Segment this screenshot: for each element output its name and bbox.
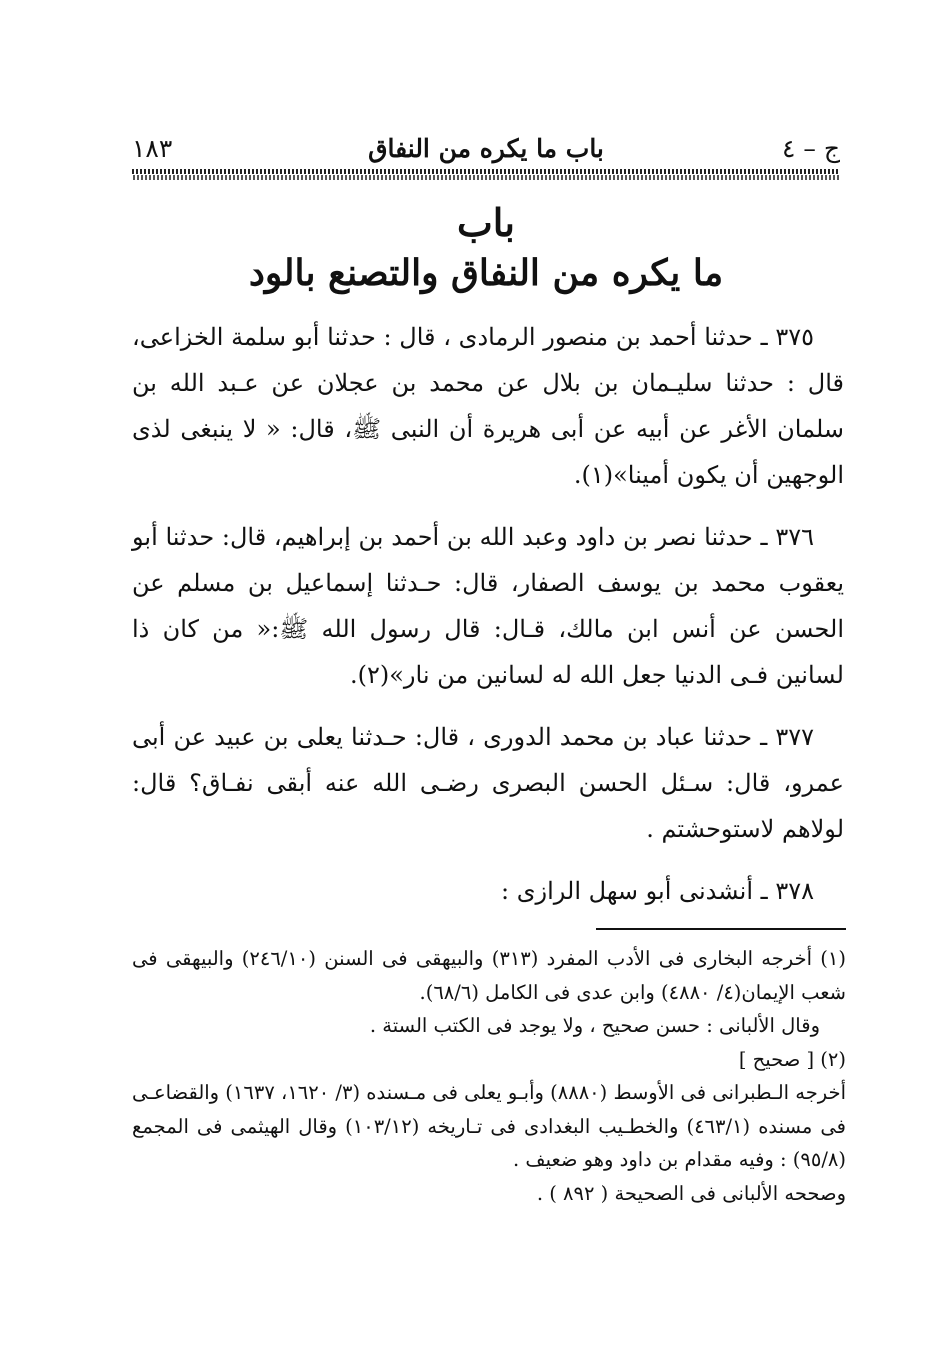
hadith-376: ٣٧٦ ـ حدثنا نصر بن داود وعبد الله بن أحمد بن إبراهيم، قال: حدثنا أبو يعقوب محمد بن يوسف الصفار، قال: حـدثنا إسماعيل بن مسلم عن الحسن عن أنس ابن مالك، قـال: قال رسول الله ﷺ:« من كان ذا لسانين فـى الدنيا جعل الله له لسانين من نار»(٢). [132,523,844,689]
running-title: باب ما يكره من النفاق [368,134,604,163]
footnote-2: أخرجه الـطبرانى فى الأوسط (٨٨٨٠) وأبـو يعلى فى مـسنده (٣/ ١٦٢٠، ١٦٣٧) والقضاعـى فى مسنده (٤٦٣/١) والخطـيب البغدادى فى تـاريخه (١٠٣/١٢) وقال الهيثمى فى المجمع (٩٥/٨) : وفيه مقدام بن داود وهو ضعيف . [132,1081,846,1171]
footnote-2-heading: (٢) [ صحيح ] [738,1047,846,1071]
running-header [132,132,840,168]
page-number: ١٨٣ [132,134,173,163]
chapter-title: ما يكره من النفاق والتصنع بالود [248,252,724,294]
hadith-377: ٣٧٧ ـ حدثنا عباد بن محمد الدورى ، قال: حـدثنا يعلى بن عبيد عن أبى عمرو، قال: سـئل الحسن البصرى رضـى الله عنه أبقى نفـاق؟ قال: لولاهم لاستوحشتم . [132,723,844,843]
chapter-label: باب [457,200,515,245]
footnotes [132,942,846,1210]
footnote-1: (١) أخرجه البخارى فى الأدب المفرد (٣١٣) والبيهقى فى السنن (٢٤٦/١٠) والبيهقى فى شعب الإيمان(٤/ ٤٨٨٠) وابن عدى فى الكامل (٦٨/٦). [132,947,847,1004]
hadith-375: ٣٧٥ ـ حدثنا أحمد بن منصور الرمادى ، قال : حدثنا أبو سلمة الخزاعى، قال : حدثنا سليـمان بن بلال عن محمد بن عجلان عن عـبد الله بن سلمان الأغر عن أبيه عن أبى هريرة أن النبى ﷺ، قال: « لا ينبغى لذى الوجهين أن يكون أمينا»(١). [132,323,844,489]
footnote-1-note: وقال الألبانى : حسن صحيح ، ولا يوجد فى الكتب الستة . [369,1014,820,1037]
header-ornament-divider [132,167,840,181]
hadith-378: ٣٧٨ ـ أنشدنى أبو سهل الرازى : [501,877,814,905]
main-text [132,314,844,930]
footnote-2-note: وصححه الألبانى فى الصحيحة ( ٨٩٢ ) . [536,1181,846,1205]
volume-label: ج – ٤ [782,134,840,163]
footnote-separator [596,928,846,930]
